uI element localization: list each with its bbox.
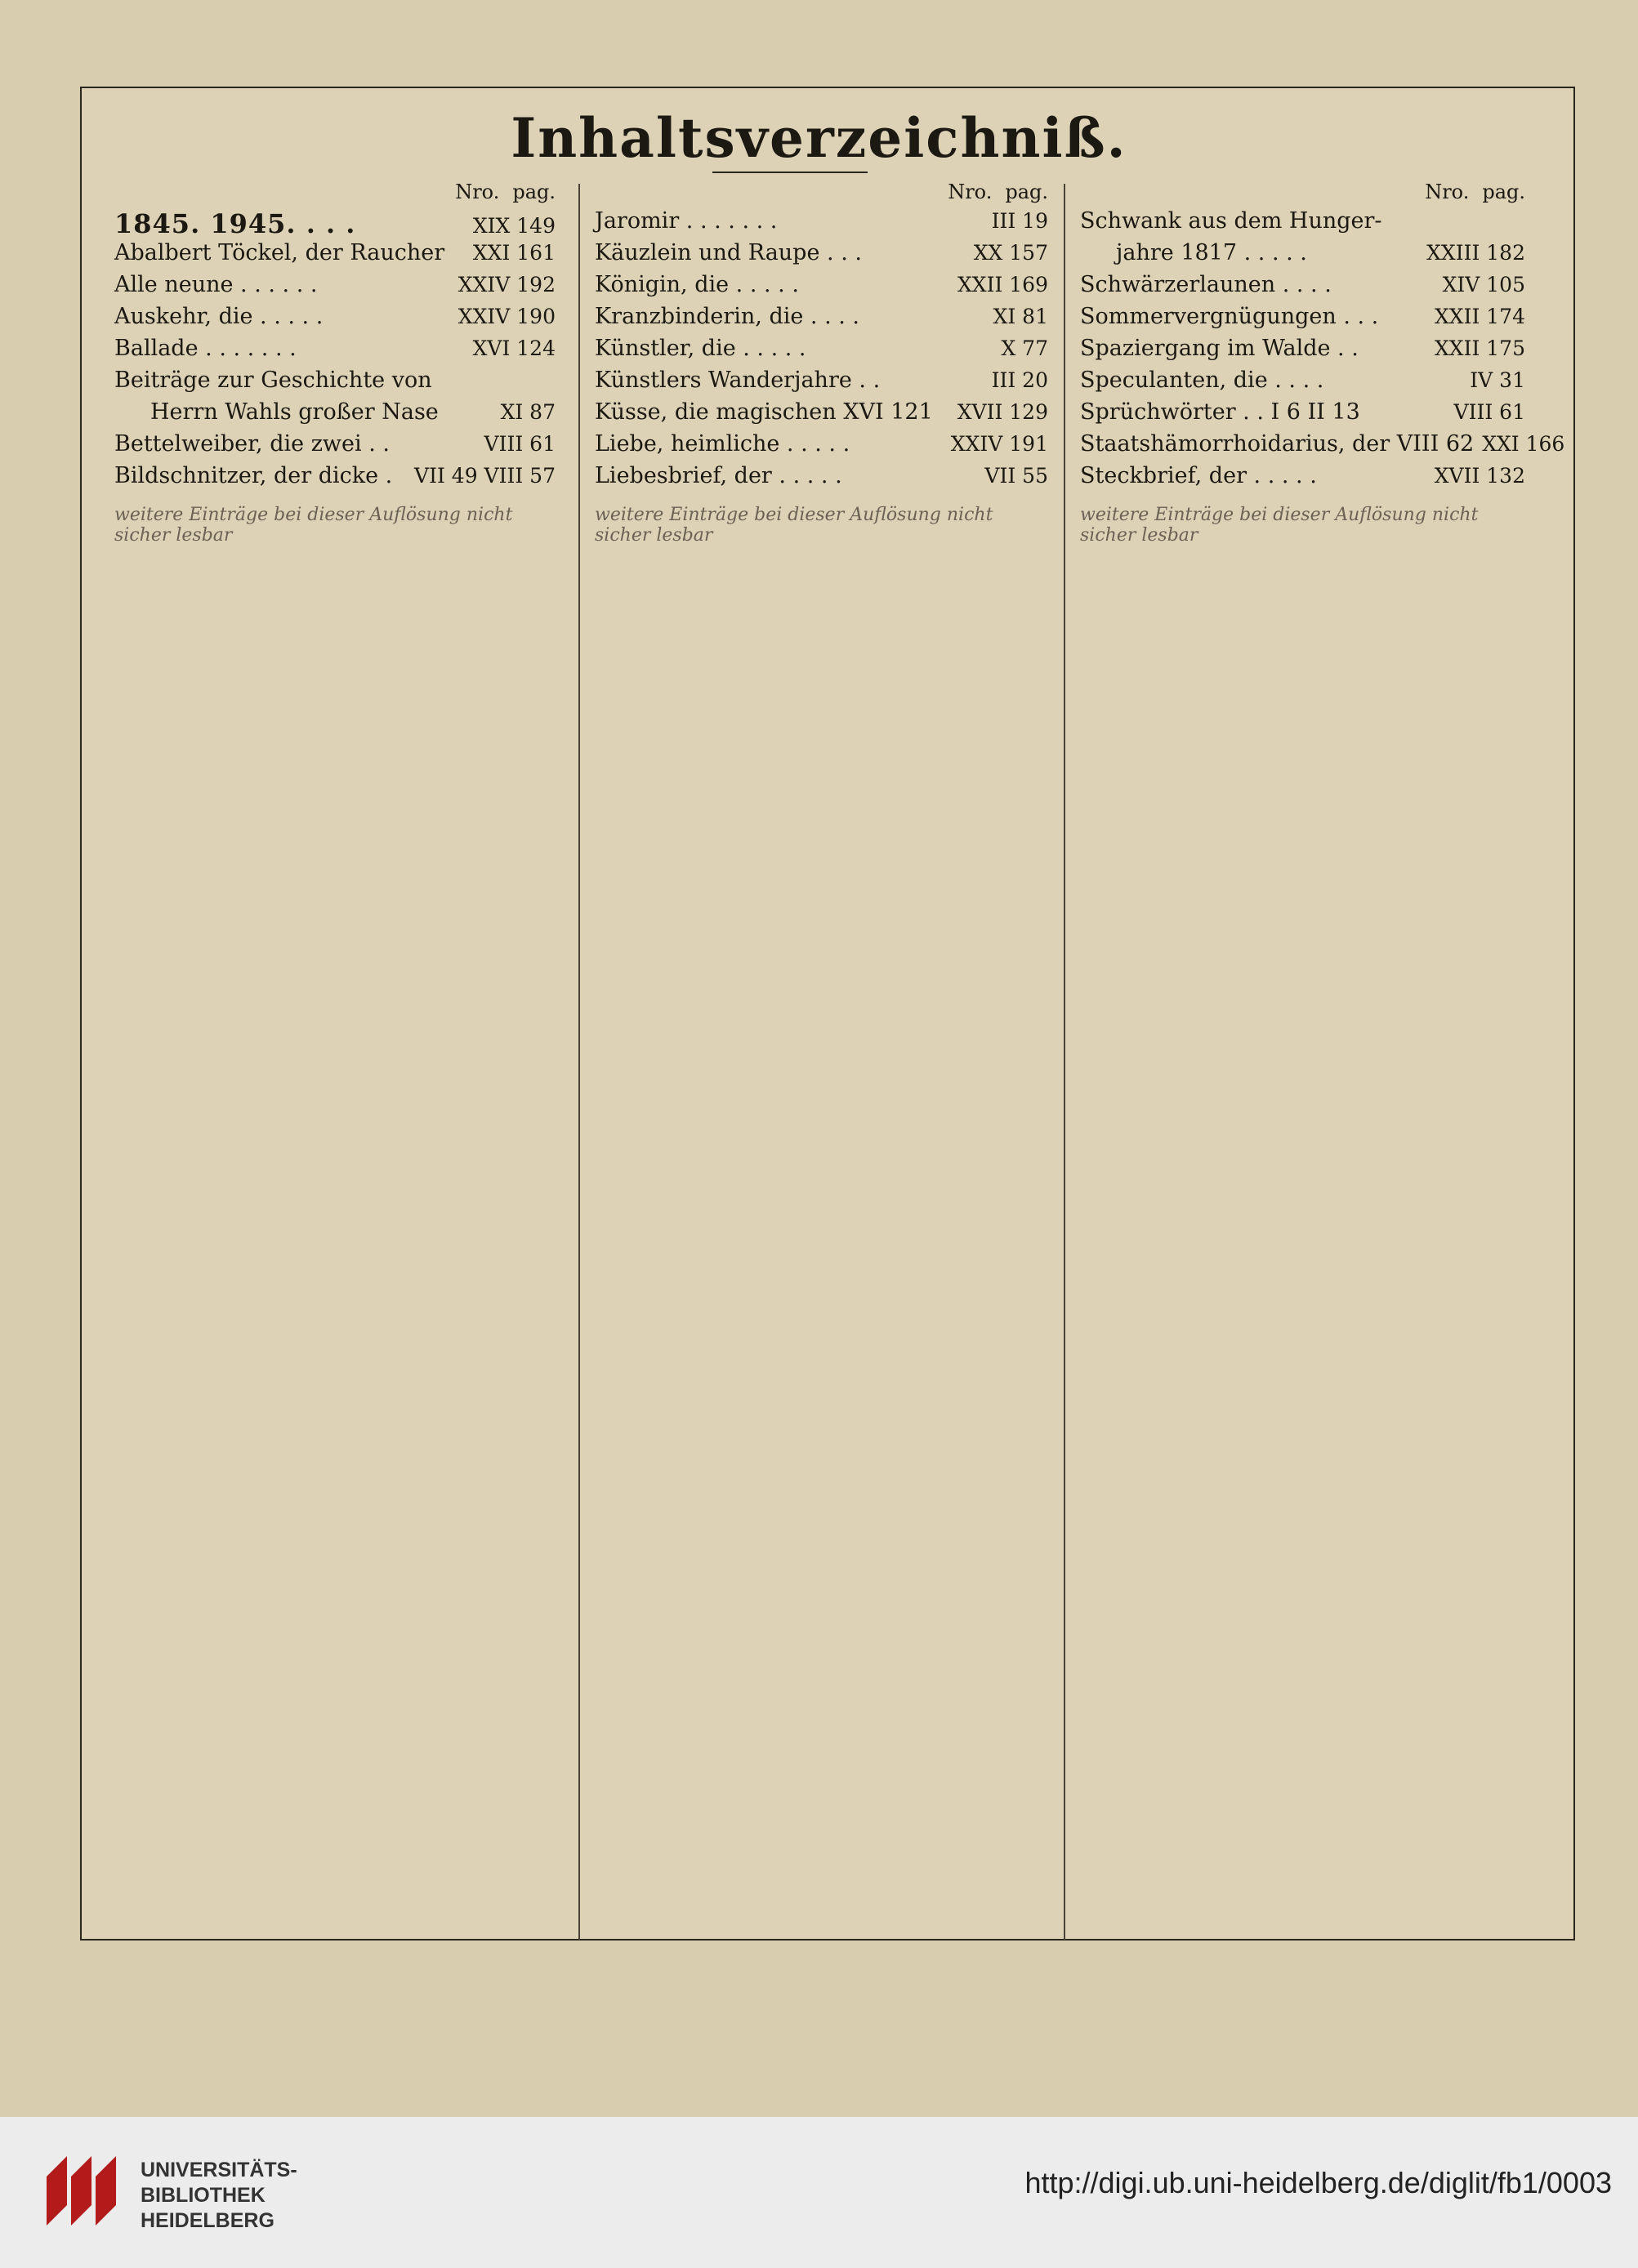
index-entry [114, 463, 556, 495]
entry-title: Herrn Wahls großer Nase [150, 399, 439, 425]
entry-reference: XXIV 190 [457, 305, 556, 328]
entry-title: Jaromir . . . . . . . [595, 208, 778, 234]
nro-header: Nro. [948, 180, 993, 203]
index-entry [114, 368, 556, 399]
index-entry [1080, 463, 1525, 495]
index-entry [595, 304, 1048, 336]
source-url[interactable]: http://digi.ub.uni-heidelberg.de/diglit/fb1/0003 [1024, 2166, 1612, 2199]
index-entry [114, 208, 556, 240]
index-entry [1080, 272, 1525, 304]
library-name [141, 2158, 297, 2234]
entry-title: Abalbert Töckel, der Raucher [114, 240, 445, 265]
index-entry [1080, 336, 1525, 368]
index-entry [595, 336, 1048, 368]
entry-reference: XIX 149 [472, 214, 556, 238]
entry-title: Alle neune . . . . . . [114, 272, 318, 297]
entry-reference: XXII 169 [957, 273, 1048, 296]
entry-reference: XXI 166 [1482, 432, 1565, 456]
entry-reference: IV 31 [1470, 368, 1525, 392]
pag-header: pag. [1005, 180, 1048, 203]
pag-header: pag. [1482, 180, 1525, 203]
entry-reference: XXII 174 [1434, 305, 1525, 328]
entry-title: Schwank aus dem Hunger- [1080, 208, 1382, 234]
entry-title: Speculanten, die . . . . [1080, 368, 1324, 393]
index-entry [595, 272, 1048, 304]
entry-title: Küsse, die magischen XVI 121 [595, 399, 933, 425]
index-entry [114, 304, 556, 336]
entry-title: Beiträge zur Geschichte von [114, 368, 432, 393]
library-name-line: UNIVERSITÄTS- [141, 2159, 297, 2181]
entry-list [114, 208, 556, 495]
entry-reference: XVII 132 [1434, 464, 1525, 488]
entry-title: Künstler, die . . . . . [595, 336, 806, 361]
entry-title: Steckbrief, der . . . . . [1080, 463, 1317, 488]
entry-list [595, 208, 1048, 495]
entry-reference: XXI 161 [472, 241, 556, 265]
column-header [595, 176, 1048, 208]
entry-reference: XXIV 191 [950, 432, 1048, 456]
entry-reference: VII 49 VIII 57 [414, 464, 556, 488]
entry-reference: XX 157 [973, 241, 1048, 265]
entry-title: Staatshämorrhoidarius, der VIII 62 [1080, 431, 1475, 457]
index-column-3 [1080, 176, 1565, 546]
unreadable-notice: weitere Einträge bei dieser Auflösung nicht sicher lesbar [595, 505, 993, 546]
page-title: Inhaltsverzeichniß. [511, 106, 1127, 170]
unreadable-notice: weitere Einträge bei dieser Auflösung nicht sicher lesbar [114, 505, 513, 546]
index-entry [114, 431, 556, 463]
index-entry [595, 368, 1048, 399]
entry-reference: XI 81 [993, 305, 1048, 328]
entry-title: Kranzbinderin, die . . . . [595, 304, 860, 329]
column-divider [578, 184, 580, 1940]
index-entry [114, 272, 556, 304]
entry-reference: III 19 [991, 209, 1048, 233]
entry-title: jahre 1817 . . . . . [1116, 240, 1307, 265]
index-entry [595, 463, 1048, 495]
entry-title: 1845. 1945. . . . [114, 208, 356, 239]
entry-reference: XI 87 [500, 400, 556, 424]
entry-reference: III 20 [991, 368, 1048, 392]
entry-reference: XIV 105 [1442, 273, 1525, 296]
entry-reference: XVII 129 [957, 400, 1048, 424]
index-entry [1080, 431, 1565, 463]
index-entry [1080, 208, 1525, 240]
column-header [114, 176, 556, 208]
entry-title: Liebesbrief, der . . . . . [595, 463, 842, 488]
entry-title: Bettelweiber, die zwei . . [114, 431, 390, 457]
entry-title: Auskehr, die . . . . . [114, 304, 324, 329]
entry-title: Bildschnitzer, der dicke . [114, 463, 393, 488]
column-divider [1064, 184, 1065, 1940]
nro-header: Nro. [455, 180, 500, 203]
entry-title: Spaziergang im Walde . . [1080, 336, 1359, 361]
entry-title: Schwärzerlaunen . . . . [1080, 272, 1332, 297]
index-entry [114, 336, 556, 368]
entry-list [1080, 208, 1565, 495]
entry-reference: VIII 61 [484, 432, 556, 456]
column-header [1080, 176, 1525, 208]
entry-title: Sommervergnügungen . . . [1080, 304, 1379, 329]
library-name-line: BIBLIOTHEK [141, 2184, 266, 2207]
entry-title: Königin, die . . . . . [595, 272, 799, 297]
entry-reference: XXIII 182 [1426, 241, 1525, 265]
entry-title: Liebe, heimliche . . . . . [595, 431, 850, 457]
index-entry [595, 431, 1048, 463]
entry-title: Ballade . . . . . . . [114, 336, 297, 361]
entry-reference: X 77 [1001, 336, 1048, 360]
index-column-1 [114, 176, 556, 546]
unreadable-notice: weitere Einträge bei dieser Auflösung nicht sicher lesbar [1080, 505, 1479, 546]
library-logo-icon [34, 2148, 124, 2238]
index-column-2 [595, 176, 1048, 546]
index-entry [114, 240, 556, 272]
nro-header: Nro. [1425, 180, 1470, 203]
index-entry [595, 240, 1048, 272]
entry-reference: XVI 124 [472, 336, 556, 360]
entry-title: Käuzlein und Raupe . . . [595, 240, 862, 265]
entry-reference: VII 55 [984, 464, 1048, 488]
index-entry [595, 208, 1048, 240]
index-entry [1080, 304, 1525, 336]
index-entry [114, 399, 556, 431]
entry-reference: VIII 61 [1453, 400, 1525, 424]
index-entry [1080, 399, 1525, 431]
entry-reference: XXII 175 [1434, 336, 1525, 360]
index-entry [1080, 368, 1525, 399]
index-entry [595, 399, 1048, 431]
index-entry [1080, 240, 1525, 272]
entry-reference: XXIV 192 [457, 273, 556, 296]
entry-title: Künstlers Wanderjahre . . [595, 368, 881, 393]
title-rule [712, 172, 868, 173]
pag-header: pag. [512, 180, 556, 203]
library-name-line: HEIDELBERG [141, 2209, 274, 2232]
entry-title: Sprüchwörter . . I 6 II 13 [1080, 399, 1360, 425]
